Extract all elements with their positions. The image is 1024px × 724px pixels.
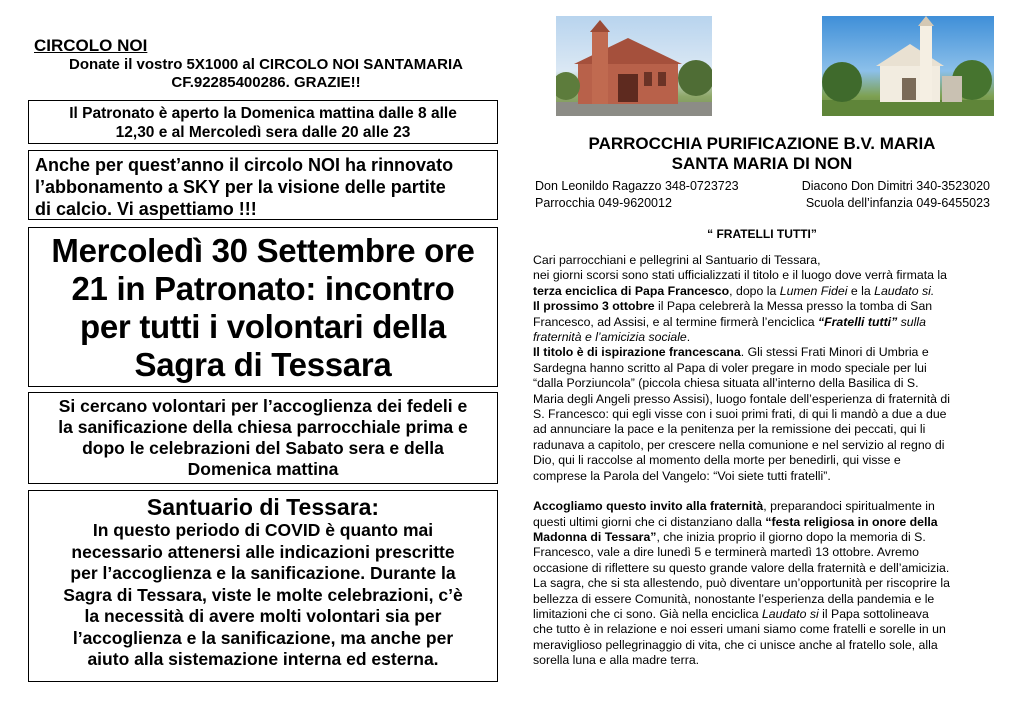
article-line: ad annunciare la pace e la penitenza per la remissione dei peccati, qui li bbox=[533, 422, 926, 437]
circolo-title: CIRCOLO NOI bbox=[34, 36, 148, 55]
contact-parish: Parrocchia 049-9620012 bbox=[535, 196, 672, 210]
sky-line: Anche per quest’anno il circolo NOI ha rinnovato bbox=[35, 155, 454, 175]
santuario-line: per l’accoglienza e la sanificazione. Durante la bbox=[70, 563, 456, 583]
donation-line: Donate il vostro 5X1000 al CIRCOLO NOI SANTAMARIA bbox=[69, 56, 463, 73]
article-line: La sagra, che si sta allestendo, può diventare un’opportunità per riscoprire la bbox=[533, 576, 950, 591]
article-line: Francesco, ad Assisi, e al termine firmerà l’enciclica “Fratelli tutti” sulla bbox=[533, 314, 926, 329]
contact-school: Scuola dell’infanzia 049-6455023 bbox=[805, 196, 990, 210]
volunteers-line: dopo le celebrazioni del Sabato sera e della bbox=[82, 438, 444, 458]
volunteer-meeting-box bbox=[28, 227, 498, 387]
santuario-line: Sagra di Tessara, viste le molte celebrazioni, c’è bbox=[63, 584, 463, 605]
sky-line: di calcio. Vi aspettiamo !!! bbox=[35, 199, 257, 219]
article-line: Maria degli Angeli presso Assisi), luogo fontale dell’esperienza di fraternità di bbox=[533, 391, 950, 406]
article-title: “ FRATELLI TUTTI” bbox=[707, 227, 817, 241]
parish-name-line: PARROCCHIA PURIFICAZIONE B.V. MARIA bbox=[588, 134, 936, 153]
article-line: Dio, qui li raccolse al momento della morte per benedirli, qui visse e bbox=[533, 453, 901, 468]
meeting-line: 21 in Patronato: incontro bbox=[71, 270, 455, 307]
patronato-line: 12,30 e al Mercoledì sera dalle 20 alle 23 bbox=[115, 124, 411, 141]
article-body bbox=[533, 253, 993, 669]
article-line: Il titolo è di ispirazione francescana. Gli stessi Frati Minori di Umbria e bbox=[533, 345, 929, 360]
article-line: comprese la Parola del Vangelo: “Voi siete tutti fratelli”. bbox=[533, 468, 831, 483]
article-line: radunava a capitolo, per crescere nella comunione e nel servizio al regno di bbox=[533, 437, 945, 452]
santuario-line: aiuto alla sistemazione interna ed esterna. bbox=[87, 649, 439, 669]
santuario-body bbox=[29, 520, 497, 671]
meeting-line: Mercoledì 30 Settembre ore bbox=[51, 232, 475, 269]
patronato-line: Il Patronato è aperto la Domenica mattina dalle 8 alle bbox=[69, 105, 457, 122]
article-line: Madonna di Tessara”, che inizia proprio il giorno dopo la memoria di S. bbox=[533, 529, 926, 544]
article-line: occasione di riflettere su questo grande valore della fraternità e dell’amicizia. bbox=[533, 560, 950, 575]
santuario-title: Santuario di Tessara: bbox=[146, 494, 380, 520]
santuario-line: l’accoglienza e la sanificazione, ma anche per bbox=[72, 627, 454, 648]
sky-notice-box bbox=[28, 150, 498, 220]
contact-deacon: Diacono Don Dimitri 340-3523020 bbox=[801, 179, 990, 193]
sky-line: l’abbonamento a SKY per la visione delle partite bbox=[35, 177, 446, 197]
article-line: S. Francesco: qui egli visse con i suoi primi frati, di qui li mandò a due a due bbox=[533, 407, 947, 422]
parish-name-line: SANTA MARIA DI NON bbox=[671, 154, 853, 173]
meeting-line: per tutti i volontari della bbox=[80, 308, 446, 345]
santuario-line: la necessità di avere molti volontari sia per bbox=[84, 606, 442, 626]
article-line: Sardegna hanno scritto al Papa di voler pregare in modo speciale per lui bbox=[533, 360, 927, 375]
meeting-line: Sagra di Tessara bbox=[134, 346, 392, 383]
article-line: bellezza di essere Comunità, nonostante l’esperienza della pandemia e le bbox=[533, 591, 935, 606]
article-line: Francesco, vale a dire lunedì 5 e terminerà martedì 13 ottobre. Avremo bbox=[533, 545, 919, 560]
volunteers-line: la sanificazione della chiesa parrocchiale prima e bbox=[58, 417, 468, 437]
article-line: questi ultimi giorni che ci distanziano dalla “festa religiosa in onore della bbox=[533, 514, 938, 529]
volunteers-line: Domenica mattina bbox=[187, 459, 339, 479]
article-line: Accogliamo questo invito alla fraternità, preparandoci spiritualmente in bbox=[533, 499, 935, 514]
santuario-line: In questo periodo di COVID è quanto mai bbox=[92, 520, 434, 540]
article-line: sorella luna e alla madre terra. bbox=[533, 653, 700, 668]
donation-notice bbox=[34, 56, 498, 92]
contact-priest: Don Leonildo Ragazzo 348-0723723 bbox=[535, 179, 739, 193]
article-line: “dalla Porziuncola” (piccola chiesa situata all’interno della Basilica di S. bbox=[533, 376, 919, 391]
article-line: Il prossimo 3 ottobre il Papa celebrerà la Messa presso la tomba di San bbox=[533, 299, 933, 314]
sanctuary-photo bbox=[822, 16, 994, 116]
article-line: terza enciclica di Papa Francesco, dopo la Lumen Fidei e la Laudato si. bbox=[533, 283, 935, 298]
santuario-line: necessario attenersi alle indicazioni prescritte bbox=[71, 541, 455, 562]
article-line: limitazioni che ci sono. Già nella enciclica Laudato si il Papa sottolineava bbox=[533, 606, 929, 621]
article-line: Cari parrocchiani e pellegrini al Santuario di Tessara, bbox=[533, 253, 821, 267]
parish-name bbox=[540, 134, 984, 174]
article-line: fraternità e l’amicizia sociale. bbox=[533, 330, 691, 345]
donation-line: CF.92285400286. GRAZIE!! bbox=[171, 74, 361, 91]
church-photo bbox=[556, 16, 712, 116]
volunteers-line: Si cercano volontari per l’accoglienza dei fedeli e bbox=[58, 396, 468, 416]
patronato-hours-box bbox=[28, 100, 498, 144]
santuario-box bbox=[28, 490, 498, 682]
article-line: nei giorni scorsi sono stati ufficializzati il titolo e il luogo dove verrà firmata la bbox=[533, 268, 947, 283]
volunteers-wanted-box bbox=[28, 392, 498, 484]
article-line: che tutto è in relazione e noi esseri umani siamo come fratelli e sorelle in un bbox=[533, 622, 946, 637]
article-line: meraviglioso pellegrinaggio di vita, che ci unisce anche al fratello sole, alla bbox=[533, 637, 938, 652]
